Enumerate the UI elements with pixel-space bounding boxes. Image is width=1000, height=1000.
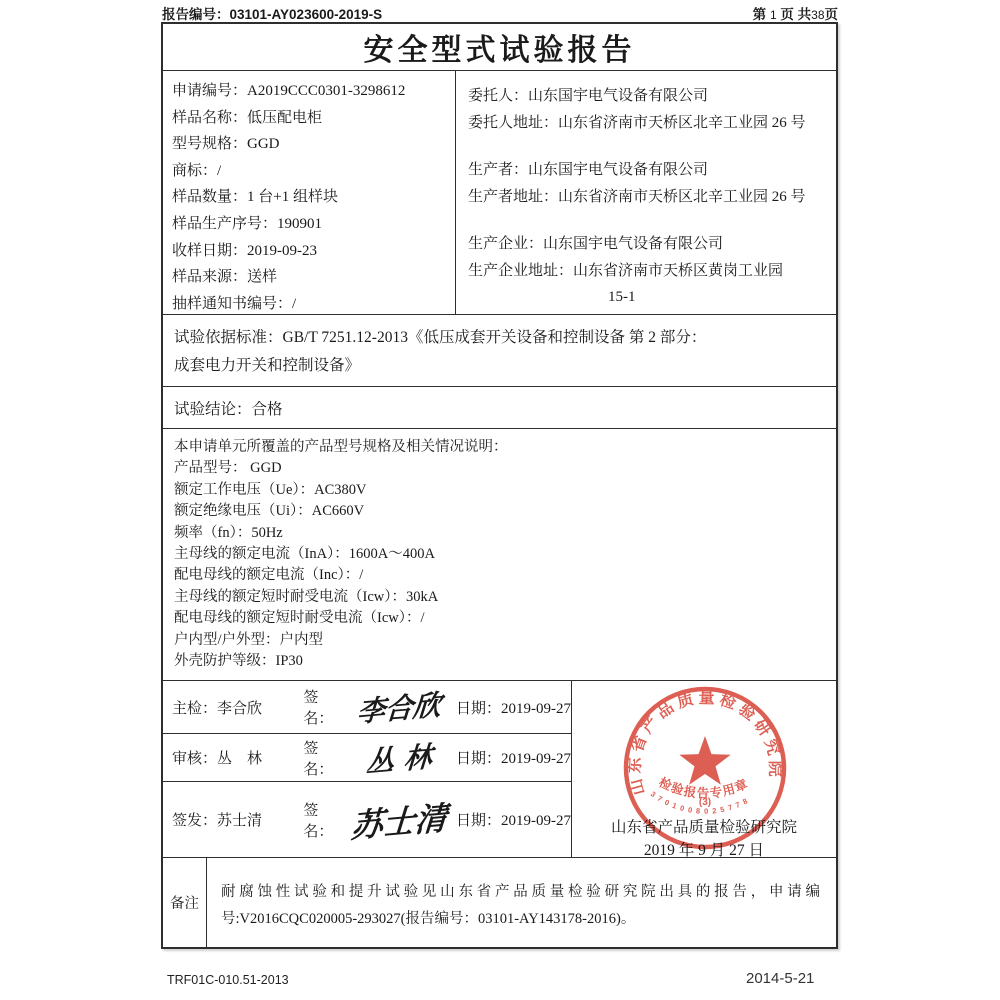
- conclusion-row: [163, 386, 836, 428]
- standards-row: [163, 314, 836, 386]
- title-row: [163, 24, 836, 70]
- remark-row: [163, 857, 836, 947]
- producer-group: [468, 157, 836, 210]
- report-number: 报告编号：03101-AY023600-2019-S: [162, 7, 383, 22]
- chief-inspector-name: 主检：李合欣: [172, 700, 263, 717]
- reviewer-row: [163, 733, 571, 781]
- rated-insulation-voltage: 额定绝缘电压（Ui）：AC660V: [174, 503, 365, 520]
- chief-inspector-date: 日期：2019-09-27: [456, 700, 571, 717]
- product-model: 产品型号： GGD: [174, 460, 282, 477]
- sampling-notice-no: 抽样通知书编号：/: [172, 295, 297, 312]
- seal-sub-text: (3): [698, 797, 712, 808]
- page-word: 第: [752, 7, 770, 22]
- issuing-organization: 山东省产品质量检验研究院: [610, 819, 797, 836]
- standards-line-1: 试验依据标准：GB/T 7251.12-2013《低压成套开关设备和控制设备 第 2 部分：: [174, 329, 707, 346]
- sample-source: 样品来源：送样: [172, 269, 278, 286]
- form-number: TRF01C-010.51-2013: [167, 973, 289, 987]
- seal-serial-number: 3701008025778: [648, 789, 750, 816]
- enterprise-address-2: 15-1: [608, 289, 636, 305]
- indoor-outdoor-type: 户内型/户外型：户内型: [174, 631, 324, 648]
- issuer-row: [163, 781, 571, 857]
- signature-label: 签名：: [303, 690, 334, 727]
- frequency: 频率（fn）：50Hz: [174, 524, 283, 541]
- stamp-cell: [571, 681, 836, 857]
- page-indicator: [753, 3, 838, 23]
- reviewer-signature: 丛 林: [364, 739, 433, 779]
- page-word: 页 共: [776, 7, 812, 22]
- remark-line-2: 号:V2016CQC020005-293027(报告编号：03101-AY143178-2016)。: [221, 911, 636, 927]
- enterprise: 生产企业：山东国宇电气设备有限公司: [468, 236, 724, 252]
- sample-info-right: [455, 71, 836, 314]
- signature-column: [163, 681, 571, 857]
- chief-inspector-row: [163, 681, 571, 733]
- issue-date: 2019 年 9 月 27 日: [643, 842, 765, 859]
- total-pages: 38: [811, 8, 825, 22]
- signature-label: 签名：: [303, 802, 334, 840]
- remark-text: [206, 858, 836, 947]
- main-busbar-icw: 主母线的额定短时耐受电流（Icw）：30kA: [174, 588, 439, 605]
- signature-label: 签名：: [303, 740, 334, 778]
- page-header: [162, 3, 838, 23]
- reviewer-date: 日期：2019-09-27: [456, 751, 571, 767]
- producer-address: 生产者地址：山东省济南市天桥区北辛工业园 26 号: [468, 188, 806, 205]
- specs-row: [163, 428, 836, 680]
- receive-date: 收样日期：2019-09-23: [172, 242, 317, 259]
- test-conclusion: 试验结论：合格: [174, 400, 283, 418]
- dist-busbar-icw: 配电母线的额定短时耐受电流（Icw）：/: [174, 610, 425, 627]
- standards-line-2: 成套电力开关和控制设备》: [174, 356, 361, 374]
- ip-rating: 外壳防护等级：IP30: [174, 653, 303, 670]
- report-table: [161, 22, 838, 949]
- issuer-name: 签发：苏士清: [172, 813, 263, 829]
- page-word: 页: [824, 7, 838, 22]
- sample-info-row: [163, 70, 836, 314]
- trademark: 商标：/: [172, 162, 222, 179]
- enterprise-group: [468, 231, 836, 311]
- main-busbar-current: 主母线的额定电流（InA）：1600A～400A: [174, 546, 435, 563]
- document-title: 安全型式试验报告: [363, 34, 636, 67]
- rated-working-voltage: 额定工作电压（Ue）：AC380V: [174, 481, 367, 498]
- seal-inner-text: 检验报告专用章: [656, 775, 750, 801]
- consignor: 委托人：山东国宇电气设备有限公司: [468, 88, 709, 104]
- sample-quantity: 样品数量：1 台+1 组样块: [172, 189, 338, 206]
- enterprise-address: 生产企业地址：山东省济南市天桥区黄岗工业园: [468, 262, 784, 279]
- form-date: 2014-5-21: [746, 970, 815, 987]
- remark-label: 备注: [170, 896, 199, 912]
- consignor-address: 委托人地址：山东省济南市天桥区北辛工业园 26 号: [468, 114, 806, 131]
- seal-ring-text: 山东省产品质量检验研究院: [626, 689, 784, 797]
- seal-star-icon: [679, 736, 730, 785]
- chief-inspector-signature: 李合欣: [355, 688, 442, 729]
- sample-info-left: [163, 71, 455, 314]
- page-number: 1: [769, 8, 777, 22]
- issuer-signature: 苏士清: [349, 798, 448, 845]
- model-spec: 型号规格：GGD: [172, 136, 280, 153]
- consignor-group: [468, 83, 836, 136]
- sample-name: 样品名称：低压配电柜: [172, 109, 323, 126]
- application-number: 申请编号：A2019CCC0301-3298612: [172, 83, 406, 99]
- producer: 生产者：山东国宇电气设备有限公司: [468, 162, 709, 178]
- remark-line-1: 耐腐蚀性试验和提升试验见山东省产品质量检验研究院出具的报告，申请编: [221, 884, 820, 900]
- reviewer-name: 审核：丛 林: [172, 751, 263, 767]
- signature-stamp-row: [163, 680, 836, 857]
- dist-busbar-current: 配电母线的额定电流（Inc）：/: [174, 567, 364, 584]
- sample-serial: 样品生产序号：190901: [172, 215, 323, 232]
- specs-intro: 本申请单元所覆盖的产品型号规格及相关情况说明：: [174, 439, 508, 455]
- issuer-date: 日期：2019-09-27: [456, 813, 571, 829]
